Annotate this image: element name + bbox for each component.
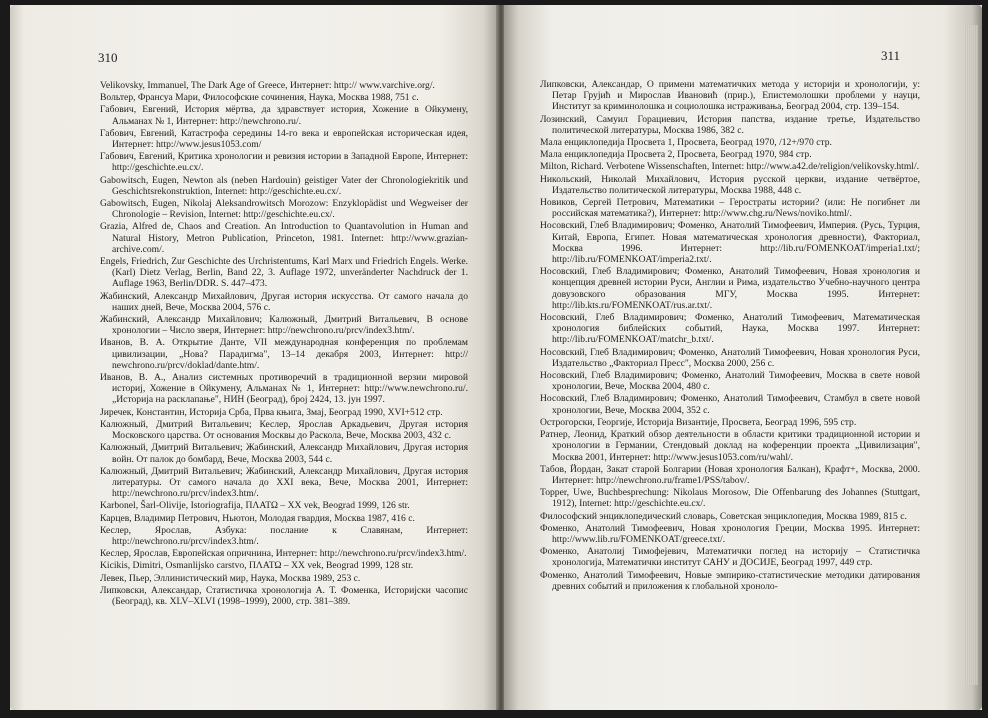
bibliography-entry: Вольтер, Франсуа Мари, Философские сочинения, Наука, Москва 1988, 751 с. (100, 92, 419, 104)
bibliography-entry: Габович, Евгений, Катастрофа середины 14-го века и европейская историческая идея, Интернет: http://www.jesus1053.com/ (100, 127, 468, 151)
bibliography-entry: Gabowitsch, Eugen, Nikolaj Aleksandrowitsch Morozow: Enzyklopädist und Wegweiser der Chronologie – Revision, Internet: http://geschichte.eu.cx/. (100, 198, 468, 221)
bibliography-entry: Кеслер, Ярослав, Европейская опричнина, Интернет: http://newchrono.ru/prcv/index3.htm/. (100, 548, 467, 560)
bibliography-entry: Иванов, В. А., Анализ системных противоречий в традиционной верзии мировой историј, Хожение в Ойкумену, Альманах № 1, Интернет: http://www.newchrono.ru/. „Историја на расклапање", НИН (Београд), број 2424, 13. јун 1997. (100, 372, 468, 406)
bibliography-entry: Фоменко, Анатолий Тимофеевич, Новые эмпирико-статистические методики датирования древних событий и приложения к глобальной хроноло- (540, 569, 920, 592)
bibliography-entry: Габович, Евгений, История мёртва, да здравствует история, Хожение в Ойкумену, Альманах № 1, Интернет: http://newchrono.ru/. (100, 104, 468, 127)
bibliography-entry: Milton, Richard. Verbotene Wissenschaften, Internet: http://www.a42.de/religion/velikovsky.html/. (540, 161, 920, 173)
bibliography-entry: Калюжный, Дмитрий Витальевич; Жабинский, Александр Михайлович, Другая история литературы. От самого начала до XXI века, Вече, Москва 2001, Интернет: http://newchrono.ru/prcv/index3.htm/. (100, 465, 468, 500)
bibliography-entry: Жабинский, Александр Михайлович; Калюжный, Дмитрий Витальевич, В основе хронологии – Число зверя, Интернет: http://newchrono.ru/prcv/index3.htm/. (100, 314, 468, 337)
bibliography-entry: Gabowitsch, Eugen, Newton als (neben Hardouin) geistiger Vater der Chronologiekritik und Geschichtsrekonstruktion, Internet: http://geschichte.eu.cx/. (100, 174, 468, 197)
bibliography-entry: Жабинский, Александр Михайлович, Другая история искусства. От самого начала до наших дней, Вече, Москва 2004, 576 с. (100, 290, 468, 313)
bibliography-entry: Калюжный, Дмитрий Витальевич; Жабинский, Александр Михайлович, Другая история войн. От палок до бомбард, Вече, Москва 2003, 544 с. (100, 442, 468, 465)
bibliography-entry: Липковски, Александар, О примени математичких метода у историји и хронологији, у: Петар Грујић и Мирослав Ивановић (прир.), Епистемолошки проблеми у науци, Институт за криминолошка и социолошка истраживања, Београд 2004, стр. 139–154. (540, 79, 920, 113)
bibliography-entry: Калюжный, Дмитрий Витальевич; Кеслер, Ярослав Аркадьевич, Другая история Московского царства. От основания Москвы до Раскола, Вече, Москва 2003, 432 с. (100, 418, 468, 442)
bibliography-entry: Мала енциклопедија Просвета 1, Просвета, Београд 1970, /12+/970 стр. (540, 137, 832, 149)
right-page (504, 5, 982, 710)
bibliography-entry: Носовский, Глеб Владимирович; Фоменко, Анатолий Тимофеевич, Новая хронология Руси, Издательство „Факториал Пресс", Москва 2000, 256 с. (540, 346, 920, 369)
bibliography-entry: Kicikis, Dimitri, Osmanlijsko carstvo, ПΛΑΤΩ – XX vek, Beograd 1999, 128 str. (100, 560, 414, 572)
bibliography-entry: Јиречек, Константин, Историја Срба, Прва књига, Змај, Београд 1990, XVI+512 стр. (100, 406, 443, 418)
bibliography-entry: Носовский, Глеб Владимирович; Фоменко, Анатолий Тимофеевич, Москва в свете новой хронологии, Вече, Москва 2004, 480 с. (540, 370, 920, 393)
page-edges (964, 25, 978, 685)
left-page (10, 5, 498, 710)
bibliography-entry: Карцев, Владимир Петрович, Ньютон, Молодая гвардия, Москва 1987, 416 с. (100, 512, 415, 524)
bibliography-entry: Никольский, Николай Михайлович, История русской церкви, издание четвёртое, Издательство политической литературы, Москва 1988, 448 с. (540, 173, 920, 196)
bibliography-entry: Karbonel, Šarl-Olivije, Istoriografija, ПΛΑΤΩ – XX vek, Beograd 1999, 126 str. (100, 500, 410, 512)
bibliography-entry: Ратнер, Леонид, Краткий обзор деятельности в области критики традиционной истории и хронологии в Германии, Стендовый доклад на коференции проекта „Цивилизация", Москва 2001, Интернет: http://www.jesus1053.com/ru/wahl/. (540, 429, 920, 463)
page-number: 310 (98, 50, 118, 65)
bibliography-entry: Лозинский, Самуил Горациевич, История папства, издание третье, Издательство политической литературы, Москва 1986, 382 с. (540, 113, 920, 136)
bibliography-entry: Философский энциклопедический словарь, Советская энциклопедия, Москва 1989, 815 с. (540, 510, 907, 522)
bibliography-entry: Фоменко, Анатолий Тимофеевич, Новая хронология Греции, Москва 1995. Интернет: http://www.lib.ru/FOMENKOAT/greece.txt/. (540, 522, 920, 545)
bibliography-entry: Носовский, Глеб Владимирович; Фоменко, Анатолий Тимофеевич, Математическая хронология библейских событий, Наука, Москва 1997. Интернет: http://lib.ru/FOMENKOAT/matchr_b.txt/. (540, 312, 920, 346)
bibliography-entry: Engels, Friedrich, Zur Geschichte des Urchristentums, Karl Marx und Friedrich Engels. Werke. (Karl) Dietz Verlag, Berlin, Band 22, 3. Auflage 1972, unveränderter Nachdruck der 1. Auflage 1963, Berlin/DDR. S. 447–473. (100, 256, 468, 290)
open-book (10, 5, 982, 710)
bibliography-entry: Табов, Йордан, Закат старой Болгарии (Новая хронология Балкан), Крафт+, Москва, 2000. Интернет: http://newchrono.ru/frame1/PSS/tabov/. (540, 463, 920, 486)
bibliography-entry: Носовский, Глеб Владимирович; Фоменко, Анатолий Тимофеевич, Империя. (Русь, Турция, Китай, Европа, Египет. Новая математическая хронология древности), Факториал, Москва 1996. Интернет: http://lib.ru/FOMENKOAT/imperia1.txt/; http://lib.ru/FOMENKOAT/imperia2.txt/. (540, 220, 920, 266)
bibliography-entry: Носовский, Глеб Владимирович; Фоменко, Анатолий Тимофеевич, Стамбул в свете новой хронологии, Вече, Москва 2004, 352 с. (540, 393, 920, 416)
bibliography-list (100, 80, 468, 608)
bibliography-entry: Grazia, Alfred de, Chaos and Creation. An Introduction to Quantavolution in Human and Natural History, Metron Publication, Princeton, 1981. Internet: http://www.grazian-archive.com/. (100, 221, 468, 255)
page-number: 311 (880, 48, 900, 63)
bibliography-entry: Носовский, Глеб Владимирович; Фоменко, Анатолий Тимофеевич, Новая хронология и концепция древней истории Руси, Англии и Рима, издательство Учебно-научного центра довузовского образования МГУ, Москва 1995. Интернет: http://lib.kts.ru/FOMENKOAT/rus.ar.txt/. (540, 266, 920, 311)
bibliography-list (540, 79, 920, 593)
bibliography-entry: Острогорски, Георгије, Историја Византије, Просвета, Београд 1996, 595 стр. (540, 416, 857, 428)
bibliography-entry: Velikovsky, Immanuel, The Dark Age of Greece, Интернет: http:// www.varchive.org/. (100, 80, 435, 91)
bibliography-entry: Левек, Пьер, Эллинистический мир, Наука, Москва 1989, 253 с. (100, 572, 361, 584)
bibliography-entry: Иванов, В. А. Открытие Данте, VII международная конференция по проблемам цивилизации, „Нова? Парадигма", 13–14 декабря 2003, Интернет: http:// newchrono.ru/prcv/doklad/dante.htm/. (100, 337, 468, 371)
bibliography-entry: Габович, Евгений, Критика хронологии и ревизия истории в Западной Европе, Интернет: http://geschichte.eu.cx/. (100, 151, 468, 174)
bibliography-entry: Кеслер, Ярослав, Азбука: послание к Славянам, Интернет: http://newchrono.ru/prcv/index3.htm/. (100, 524, 468, 547)
bibliography-entry: Новиков, Сергей Петрович, Математики – Геростраты истории? (или: Не погибнет ли российская математика?), Интернет: http://www.chg.ru/News/novikо.html/. (540, 197, 920, 220)
bibliography-entry: Фоменко, Анатолиј Тимофејевич, Математички поглед на историју – Статистичка хронологија, Математички институт САНУ и ДОСИЈЕ, Београд 1997, 449 стр. (540, 546, 920, 569)
bibliography-entry: Topper, Uwe, Buchbesprechung: Nikolaus Morosow, Die Offenbarung des Johannes (Stuttgart, 1912), Internet: http://geschichte.eu.cx/. (540, 487, 920, 510)
bibliography-entry: Мала енциклопедија Просвета 2, Просвета, Београд 1970, 984 стр. (540, 149, 812, 161)
bibliography-entry: Липковски, Александар, Статистичка хронологија А. Т. Фоменка, Историјски часопис (Београд), кв. XLV–XLVI (1998–1999), 2000, стр. 381–389. (100, 584, 468, 607)
